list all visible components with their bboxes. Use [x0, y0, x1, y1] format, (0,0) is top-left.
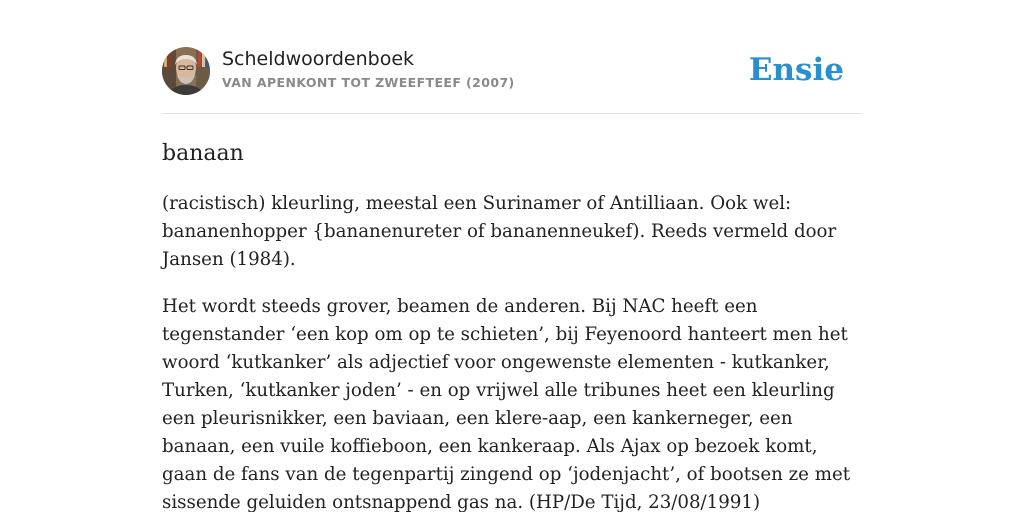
source-header	[162, 47, 862, 114]
entry-quote: Het wordt steeds grover, beamen de anderen. Bij NAC heeft een tegenstander ‘een kop om op te schieten’, bij Feyenoord hanteert men het woord ‘kutkanker’ als adjectief voor ongewenste elementen - kutkanker, Turken, ‘kutkanker joden’ - en op vrijwel alle tribunes heet een kleurling een pleurisnikker, een baviaan, een klere-aap, een kankerneger, een banaan, een vuile koffieboon, een kankeraap. Als Ajax op bezoek komt, gaan de fans van de tegenpartij zingend op ‘jodenjacht’, of bootsen ze met sissende geluiden ontsnappend gas na. (HP/De Tijd, 23/08/1991)	[162, 296, 851, 512]
entry-term: banaan	[162, 141, 244, 166]
author-portrait-icon	[162, 47, 210, 95]
entry-container	[162, 47, 862, 512]
ensie-logo-link[interactable]: Ensie	[748, 52, 844, 88]
source-subtitle: VAN APENKONT TOT ZWEEFTEEF (2007)	[222, 75, 515, 90]
source-title[interactable]: Scheldwoordenboek	[222, 48, 415, 70]
entry-definition: (racistisch) kleurling, meestal een Surinamer of Antilliaan. Ook wel: bananenhopper {bananenureter of bananenneukef). Reeds vermeld door Jansen (1984).	[162, 193, 837, 270]
author-avatar[interactable]	[162, 47, 210, 95]
